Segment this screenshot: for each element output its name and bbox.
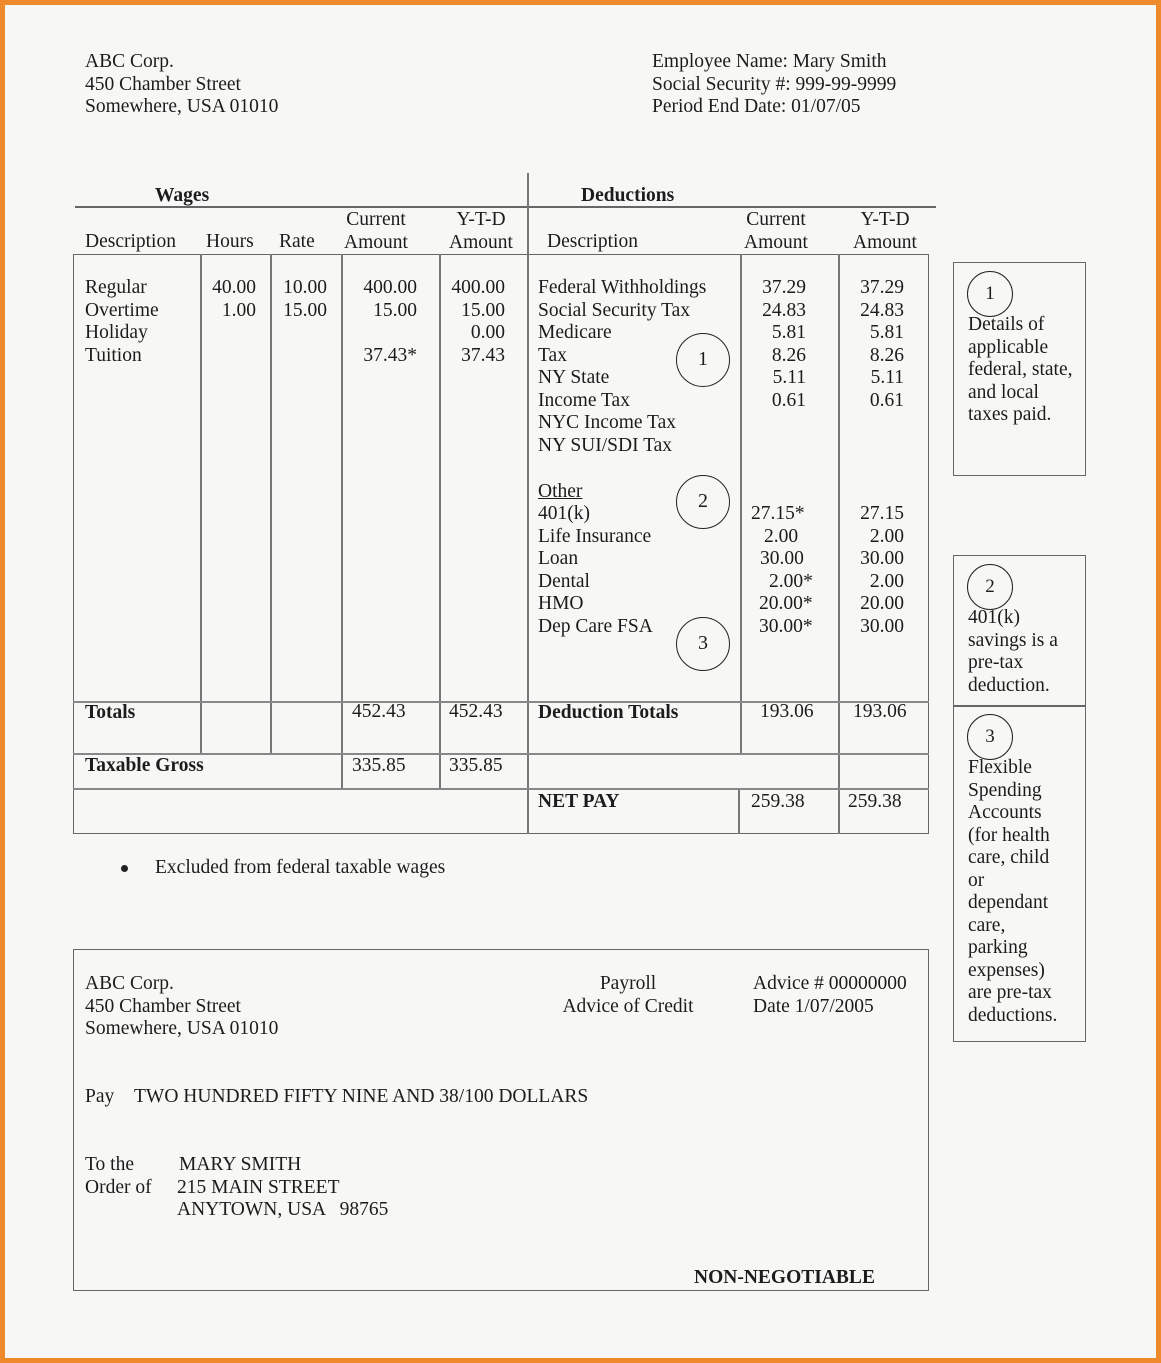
wages-current-amounts: 400.00 15.00 37.43* bbox=[363, 277, 417, 366]
deduction-totals-ytd: 193.06 bbox=[853, 701, 907, 722]
other-label: Other bbox=[538, 481, 583, 502]
list-item: Income Tax bbox=[538, 389, 630, 411]
payee-name: MARY SMITH bbox=[179, 1154, 302, 1175]
note-1-text: Details of applicable federal, state, and local taxes paid. bbox=[968, 314, 1073, 425]
marker-3-icon: 3 bbox=[676, 617, 730, 671]
note-box-3 bbox=[953, 705, 1086, 1042]
deductions-title: Deductions bbox=[581, 185, 675, 206]
note-3-text: Flexible Spending Accounts (for health care, child or dependant care, parking expenses) are pre-tax deductions. bbox=[968, 757, 1058, 1026]
payee-address bbox=[177, 1154, 388, 1222]
wages-totals-ytd: 452.43 bbox=[449, 701, 503, 722]
wages-descriptions bbox=[85, 277, 159, 367]
section-title-rule bbox=[75, 206, 936, 208]
check-advice-info bbox=[753, 973, 907, 1018]
list-item: Social Security Tax bbox=[538, 299, 691, 321]
pay-label: Pay bbox=[85, 1086, 115, 1107]
list-item: Loan bbox=[538, 548, 579, 569]
pay-amount-words: TWO HUNDRED FIFTY NINE AND 38/100 DOLLARS bbox=[134, 1086, 589, 1107]
table-row: Regular bbox=[85, 277, 147, 298]
list-item: Medicare bbox=[538, 322, 612, 343]
wages-ytd-amounts: 400.00 15.00 0.00 37.43 bbox=[451, 277, 505, 366]
list-item: NY State bbox=[538, 367, 610, 388]
bullet-icon bbox=[121, 865, 128, 872]
deductions-col-current: Current Amount bbox=[744, 209, 808, 253]
non-negotiable-stamp: NON-NEGOTIABLE bbox=[694, 1267, 875, 1288]
list-item: Dental bbox=[538, 570, 590, 592]
wages-col-rate: Rate bbox=[279, 231, 315, 252]
list-item: NYC Income Tax bbox=[538, 412, 676, 433]
check-title: Payroll Advice of Credit bbox=[562, 973, 694, 1017]
list-item: 401(k) bbox=[538, 503, 590, 524]
net-pay-label: NET PAY bbox=[538, 791, 620, 812]
taxable-gross-current: 335.85 bbox=[352, 755, 406, 776]
list-item: Federal Withholdings bbox=[538, 277, 707, 298]
marker-2-icon: 2 bbox=[676, 475, 730, 529]
other-ytd-amounts: 27.15 2.00 30.00 2.00 20.00 30.00 bbox=[860, 503, 904, 637]
net-pay-ytd: 259.38 bbox=[848, 791, 902, 812]
list-item: NY SUI/SDI Tax bbox=[538, 434, 673, 456]
note-3-number-icon: 3 bbox=[967, 714, 1013, 760]
footnote-text: Excluded from federal taxable wages bbox=[155, 857, 446, 878]
employee-name: Employee Name: Mary Smith bbox=[652, 51, 887, 72]
company-address bbox=[85, 51, 278, 119]
wages-rates: 10.00 15.00 bbox=[283, 277, 327, 321]
other-current-amounts: 27.15* 2.00 30.00 2.00* 20.00* 30.00* bbox=[751, 503, 813, 637]
company-street: 450 Chamber Street bbox=[85, 73, 241, 95]
other-descriptions bbox=[538, 503, 653, 638]
check-company-address: ABC Corp. 450 Chamber Street Somewhere, USA 01010 bbox=[85, 973, 279, 1039]
check-date: Date 1/07/2005 bbox=[753, 995, 874, 1017]
list-item: Dep Care FSA bbox=[538, 615, 653, 637]
deductions-col-description: Description bbox=[547, 231, 638, 252]
note-1-number-icon: 1 bbox=[967, 271, 1013, 317]
wages-col-current: Current Amount bbox=[344, 209, 408, 253]
employee-ssn: Social Security #: 999-99-9999 bbox=[652, 73, 897, 95]
note-2-number-icon: 2 bbox=[967, 564, 1013, 610]
deduction-totals-label: Deduction Totals bbox=[538, 702, 679, 723]
to-the-order-of-label: To the Order of bbox=[85, 1154, 152, 1198]
payee-street: 215 MAIN STREET bbox=[177, 1176, 340, 1198]
wages-totals-label: Totals bbox=[85, 702, 136, 723]
tax-ytd-amounts: 37.29 24.83 5.81 8.26 5.11 0.61 bbox=[860, 277, 904, 411]
header-divider bbox=[527, 173, 529, 261]
advice-number: Advice # 00000000 bbox=[753, 973, 907, 994]
wages-hours: 40.00 1.00 bbox=[212, 277, 256, 321]
note-box-2 bbox=[953, 555, 1086, 707]
company-city: Somewhere, USA 01010 bbox=[85, 96, 279, 117]
payee-city: ANYTOWN, USA 98765 bbox=[177, 1199, 389, 1220]
table-row: Holiday bbox=[85, 322, 148, 343]
wages-col-hours: Hours bbox=[206, 231, 254, 252]
employee-info bbox=[652, 51, 896, 119]
taxable-gross-label: Taxable Gross bbox=[85, 755, 204, 776]
wages-title: Wages bbox=[155, 185, 210, 206]
list-item: Life Insurance bbox=[538, 525, 652, 547]
wages-totals-current: 452.43 bbox=[352, 701, 406, 722]
period-end-date: Period End Date: 01/07/05 bbox=[652, 96, 861, 117]
net-pay-current: 259.38 bbox=[751, 791, 805, 812]
tax-current-amounts: 37.29 24.83 5.81 8.26 5.11 0.61 bbox=[762, 277, 806, 411]
note-2-text: 401(k) savings is a pre-tax deduction. bbox=[968, 607, 1058, 696]
table-row: Tuition bbox=[85, 344, 142, 366]
table-row: Overtime bbox=[85, 299, 159, 321]
note-box-1 bbox=[953, 262, 1086, 476]
list-item: Tax bbox=[538, 344, 567, 366]
marker-1-icon: 1 bbox=[676, 333, 730, 387]
list-item: HMO bbox=[538, 593, 584, 614]
deduction-totals-current: 193.06 bbox=[760, 701, 814, 722]
wages-col-ytd: Y-T-D Amount bbox=[449, 209, 513, 253]
company-name: ABC Corp. bbox=[85, 51, 174, 72]
taxable-gross-ytd: 335.85 bbox=[449, 755, 503, 776]
deductions-col-ytd: Y-T-D Amount bbox=[853, 209, 917, 253]
wages-col-description: Description bbox=[85, 231, 176, 252]
